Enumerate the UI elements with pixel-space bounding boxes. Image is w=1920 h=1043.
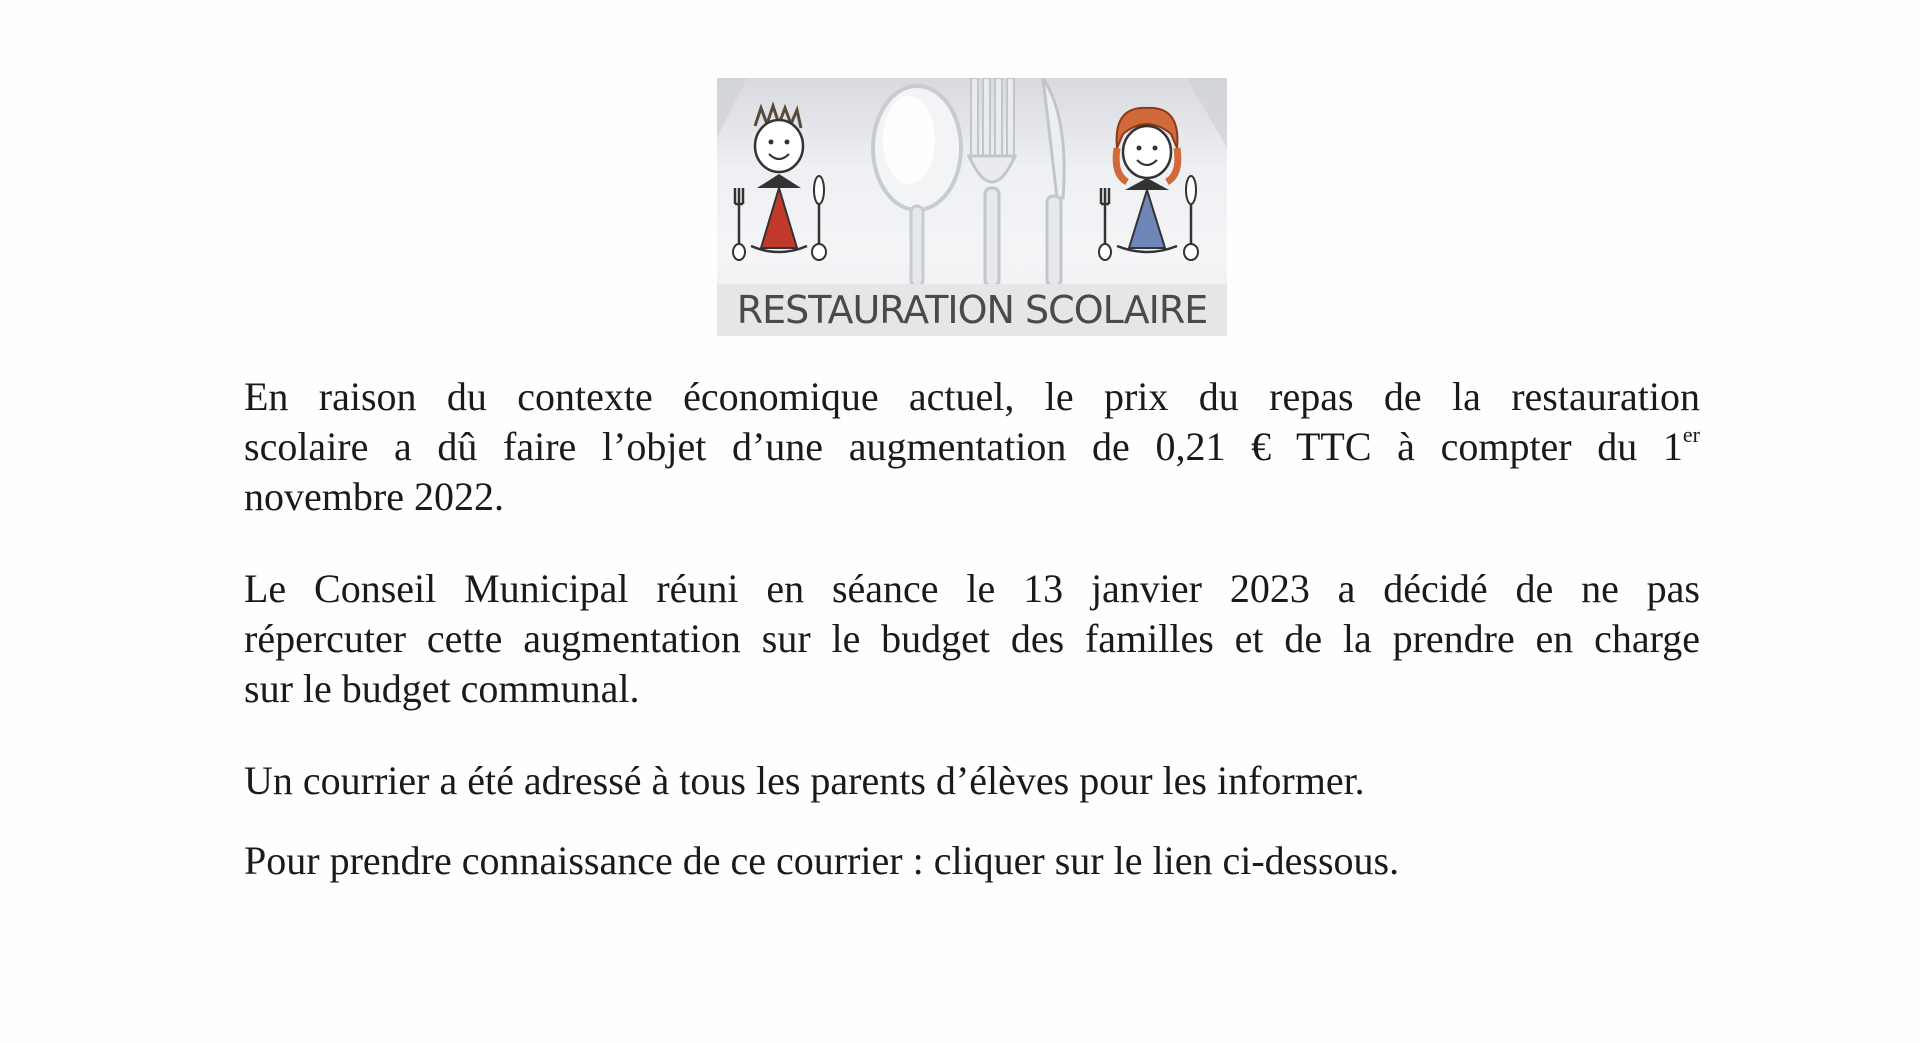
paragraph-line: Pour prendre connaissance de ce courrier : cliquer sur le lien ci-dessous. <box>244 838 1400 883</box>
paragraph-letter-sent <box>244 756 1700 806</box>
paragraph-link-instruction <box>244 836 1700 886</box>
paragraph-line: En raison du contexte économique actuel, le prix du repas de la restauration <box>244 374 1700 419</box>
boy-character-icon <box>733 106 826 260</box>
paragraph-line <box>244 422 1700 472</box>
paragraph-line: Un courrier a été adressé à tous les parents d’élèves pour les informer. <box>244 758 1365 803</box>
paragraph-line: Le Conseil Municipal réuni en séance le 13 janvier 2023 a décidé de ne pas <box>244 566 1700 611</box>
fork-icon <box>969 78 1015 286</box>
girl-character-icon <box>1099 108 1198 260</box>
paragraph-price-increase <box>244 372 1700 522</box>
paragraph-council-decision <box>244 564 1700 714</box>
ordinal-superscript: er <box>1682 422 1700 447</box>
logo-caption: RESTAURATION SCOLAIRE <box>717 284 1227 336</box>
paragraph-line: répercuter cette augmentation sur le budget des familles et de la prendre en charge <box>244 616 1700 661</box>
paragraph-line: sur le budget communal. <box>244 666 640 711</box>
paragraph-line-text: scolaire a dû faire l’objet d’une augmentation de 0,21 € TTC à compter du 1 <box>244 424 1683 469</box>
spoon-icon <box>873 86 961 286</box>
paragraph-line: novembre 2022. <box>244 474 504 519</box>
knife-icon <box>1043 78 1064 286</box>
restauration-scolaire-logo <box>717 78 1227 336</box>
logo-illustration <box>717 78 1227 288</box>
